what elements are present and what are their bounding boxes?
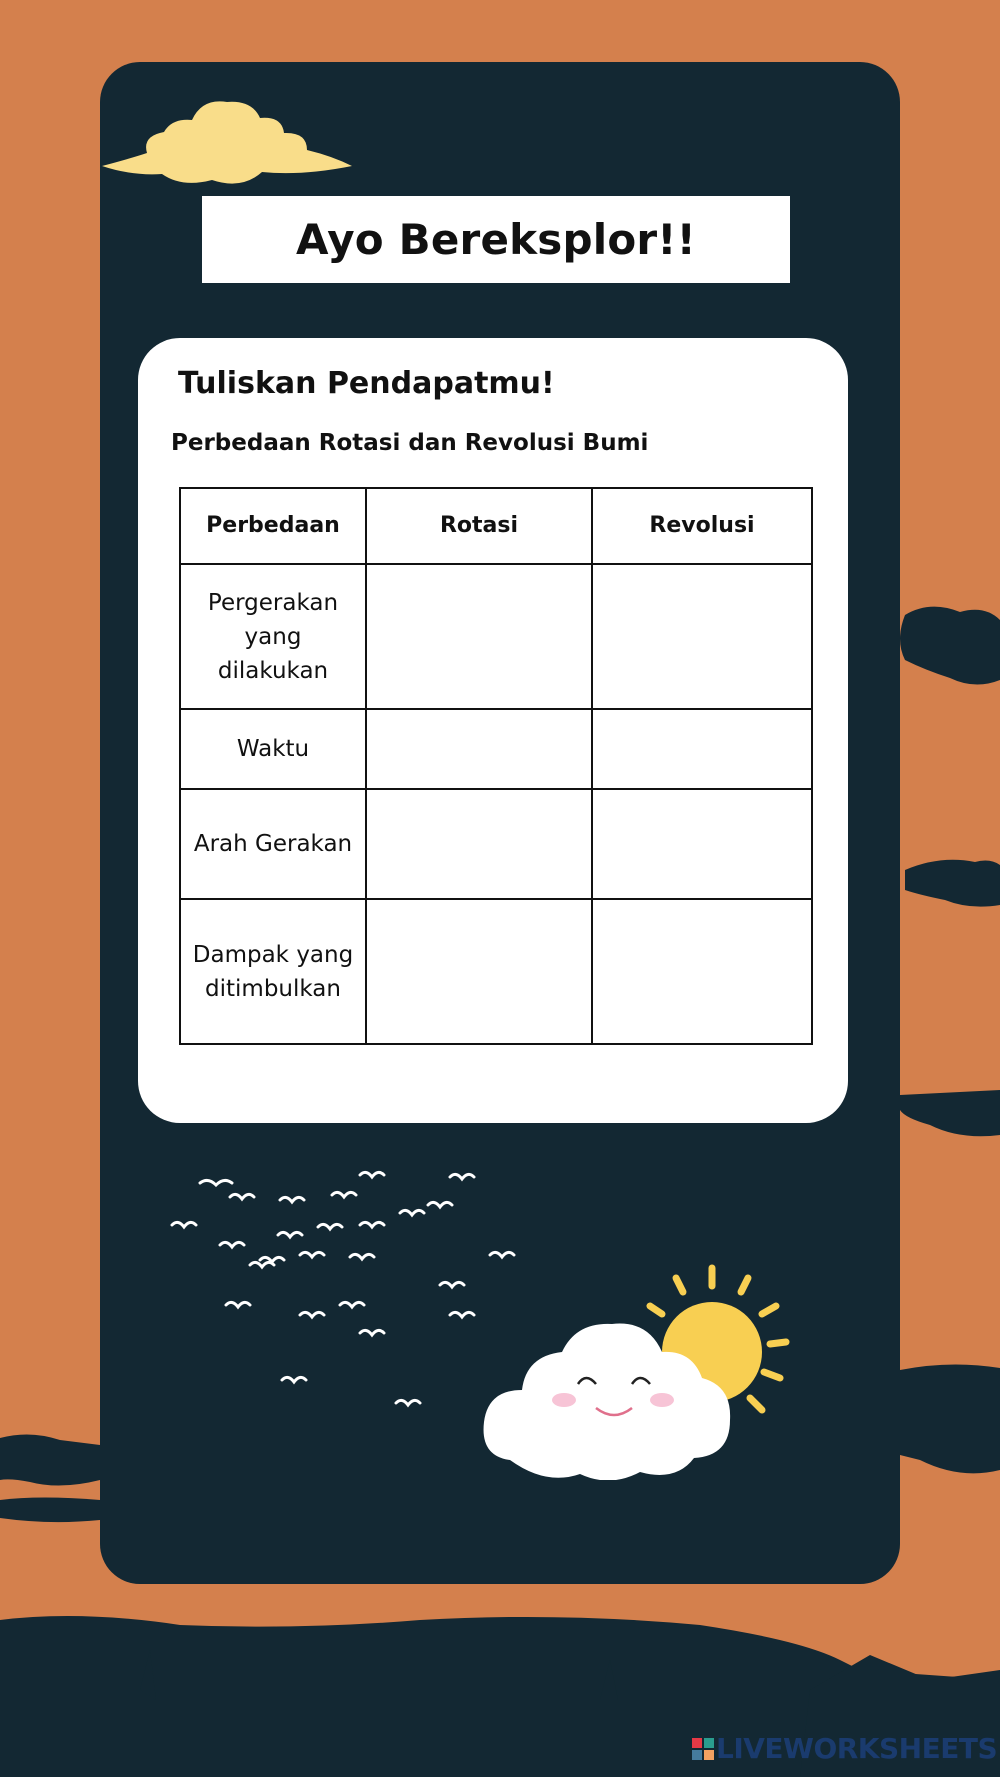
sun-and-cloud-illustration — [480, 1260, 800, 1480]
table-row — [180, 789, 812, 899]
row-label: Pergerakan yang dilakukan — [180, 564, 366, 709]
row-label: Dampak yang ditimbulkan — [180, 899, 366, 1044]
table-row — [180, 564, 812, 709]
comparison-table — [179, 487, 813, 1045]
answer-cell-revolusi[interactable] — [592, 564, 812, 709]
answer-cell-revolusi[interactable] — [592, 789, 812, 899]
answer-cell-rotasi[interactable] — [366, 564, 592, 709]
cloud-icon — [102, 98, 352, 190]
table-header-row — [180, 488, 812, 564]
row-label: Waktu — [180, 709, 366, 789]
answer-cell-revolusi[interactable] — [592, 709, 812, 789]
answer-cell-revolusi[interactable] — [592, 899, 812, 1044]
header-revolusi: Revolusi — [592, 488, 812, 564]
brand-wordmark: LIVEWORKSHEETS — [716, 1732, 998, 1765]
header-rotasi: Rotasi — [366, 488, 592, 564]
liveworksheets-logo-icon — [692, 1738, 714, 1760]
table-row — [180, 709, 812, 789]
panel-heading: Tuliskan Pendapatmu! — [178, 366, 555, 401]
header-perbedaan: Perbedaan — [180, 488, 366, 564]
worksheet-panel — [138, 338, 848, 1123]
table-row — [180, 899, 812, 1044]
answer-cell-rotasi[interactable] — [366, 789, 592, 899]
page-title: Ayo Bereksplor!! — [295, 215, 697, 264]
title-banner — [202, 196, 790, 283]
panel-subheading: Perbedaan Rotasi dan Revolusi Bumi — [171, 430, 649, 456]
answer-cell-rotasi[interactable] — [366, 709, 592, 789]
row-label: Arah Gerakan — [180, 789, 366, 899]
answer-cell-rotasi[interactable] — [366, 899, 592, 1044]
